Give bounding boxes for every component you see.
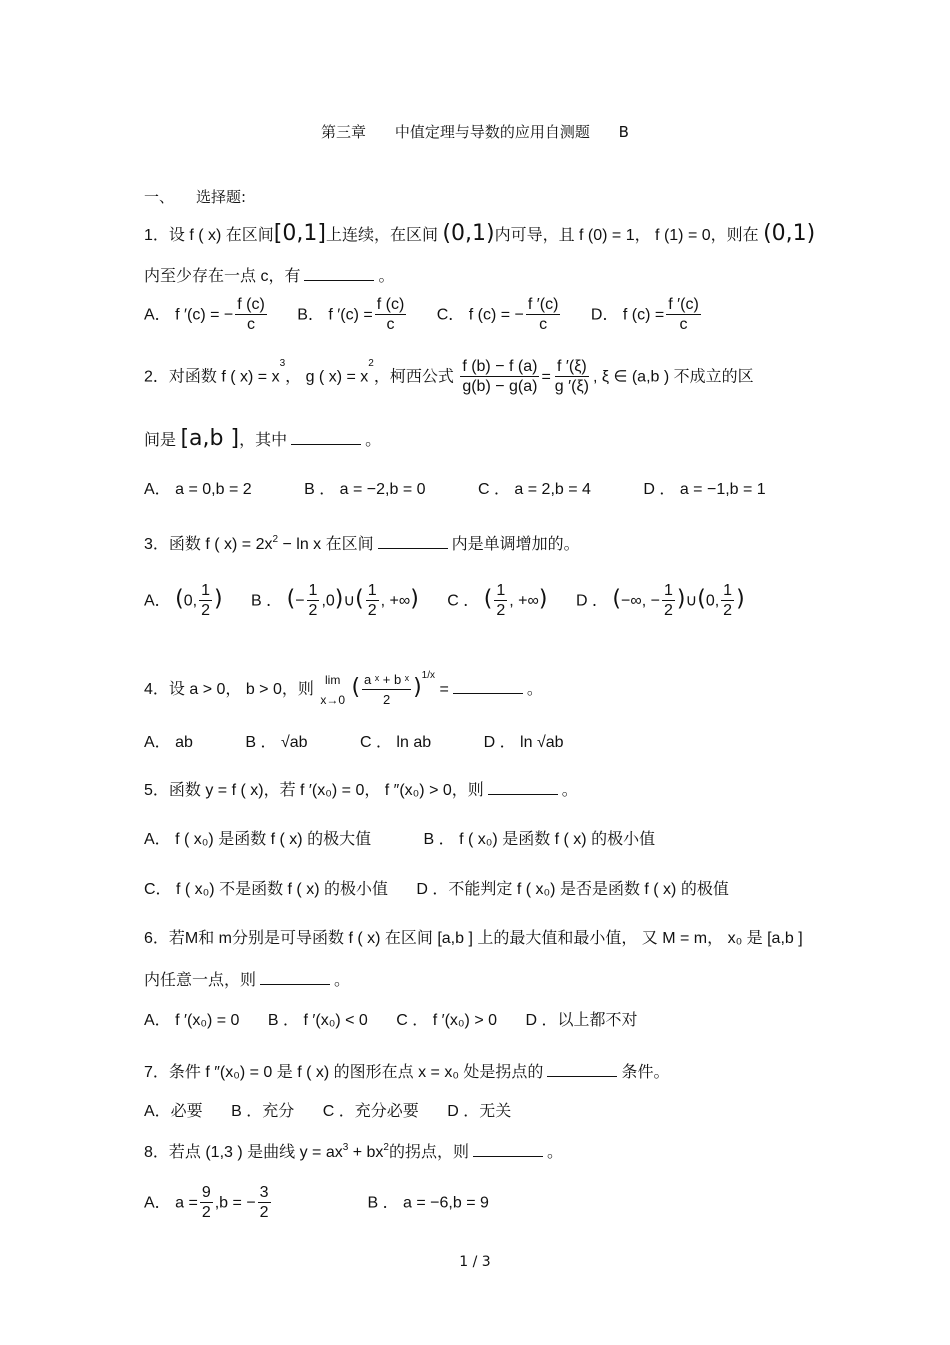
q4-option-b: B ． √ab <box>245 734 308 751</box>
q2-stem-2: 间是 [a,b ]，其中 。 <box>144 426 382 451</box>
q6-option-d: D ．以上都不对 <box>525 1012 638 1029</box>
q2-option-a: A． a = 0,b = 2 <box>144 481 252 498</box>
q1-stem-2: 内至少存在一点 c，有 。 <box>144 268 395 285</box>
q4-option-d: D ． ln √ab <box>483 734 564 751</box>
title-name: 中值定理与导数的应用自测题 <box>394 123 590 141</box>
q5-options-ab <box>144 830 655 850</box>
q5-option-d: D ．不能判定 f ( x₀) 是否是函数 f ( x) 的极值 <box>416 881 729 898</box>
q2-option-b: B ． a = −2,b = 0 <box>304 481 426 498</box>
chapter-label: 第三章 <box>321 123 367 141</box>
answer-blank[interactable] <box>378 534 448 549</box>
q6-option-a: A． f ′(x₀) = 0 <box>144 1012 240 1029</box>
q3-option-a: A． (0, $\frac{1}{2}$ ) <box>144 582 223 619</box>
q4-options <box>144 733 564 753</box>
q1-option-b: B． f ′(c) = $\frac{f (c)}{c}$ <box>297 296 405 333</box>
q6-stem: 6．若M和 m分别是可导函数 f ( x) 在区间 [a,b ] 上的最大值和最小值， 又 M = m， x₀ 是 [a,b ] <box>144 930 803 947</box>
q3-stem: 3．函数 f ( $x) = 2x^2 - \ln x$ 在区间 内是单调增加的。 <box>144 534 580 553</box>
q4-option-a: A． ab <box>144 734 193 751</box>
q6-option-b: B ． f ′(x₀) < 0 <box>267 1012 368 1029</box>
answer-blank[interactable] <box>291 430 361 445</box>
page-title <box>0 121 950 142</box>
q6-options <box>144 1011 638 1031</box>
answer-blank[interactable] <box>547 1062 617 1077</box>
q1-options <box>144 296 703 335</box>
answer-blank[interactable] <box>260 970 330 985</box>
q3-option-b: B ． (− $\frac{1}{2}$ ,0)∪( $\frac{1}{2}$ , +∞) <box>251 582 419 619</box>
answer-blank[interactable] <box>488 780 558 795</box>
q8-option-b: B ． a = −6,b = 9 <box>367 1194 489 1212</box>
answer-blank[interactable] <box>304 266 374 281</box>
section-heading: 一、 选择题: <box>144 188 247 206</box>
q2-stem: 2．对函数 f ( $x) = x^3$， g ( $x) = x^2$，柯西公式 $\frac{f (b) - f (a)}{g(b) - g(a)}$ = $\frac{f '(\xi)}{g '(\xi)}$ , ξ ∈ (a,b ) 不成立的区 <box>144 358 754 395</box>
q2-option-c: C ． a = 2,b = 4 <box>477 481 591 498</box>
q8-stem: 8．若点 (1,3 ) 是曲线 $y = ax^3 + bx^2$的拐点，则 。 <box>144 1142 564 1161</box>
q5-option-a: A． f ( x₀) 是函数 f ( x) 的极大值 <box>144 831 372 848</box>
q3-option-c: C ． ( $\frac{1}{2}$ , +∞) <box>447 582 548 619</box>
q1-option-c: C． f (c) = − $\frac{f '(c)}{c}$ <box>436 296 559 333</box>
q6-option-c: C ． f ′(x₀) > 0 <box>396 1012 498 1029</box>
q2-option-d: D ． a = −1,b = 1 <box>643 481 766 498</box>
q1-stem: 1．设 f ( x) 在区间[0,1]上连续，在区间 (0,1)内可导，且 f (0) = 1， f (1) = 0，则在 (0,1) <box>144 221 816 246</box>
q4-option-c: C ． ln ab <box>359 734 432 751</box>
q7-option-d: D ．无关 <box>447 1103 512 1120</box>
answer-blank[interactable] <box>473 1142 543 1157</box>
q7-stem: 7．条件 f ″(x₀) = 0 是 f ( x) 的图形在点 x = x₀ 处是拐点的 条件。 <box>144 1064 670 1081</box>
q7-option-a: A．必要 <box>144 1103 203 1120</box>
q2-options <box>144 480 766 500</box>
q8-option-a: A． a = $\frac{9}{2}$ ,b = − $\frac{3}{2}$ <box>144 1184 269 1221</box>
title-version: B <box>618 123 629 141</box>
q7-option-c: C ．充分必要 <box>322 1103 419 1120</box>
q1-option-a: A． f ′(c) = − $\frac{f (c)}{c}$ <box>144 296 265 333</box>
q5-option-c: C． f ( x₀) 不是函数 f ( x) 的极小值 <box>144 881 388 898</box>
q6-stem-2: 内任意一点，则 。 <box>144 972 351 989</box>
q5-options-cd <box>144 880 729 900</box>
q5-option-b: B ． f ( x₀) 是函数 f ( x) 的极小值 <box>423 831 656 848</box>
q4-stem: 4．设 a > 0， b > 0，则 lim x→0 ( $\frac{\text{a ˣ + b ˣ}}{2}$ )$^{1/x}$ = 。 <box>144 670 543 707</box>
q3-options <box>144 582 745 621</box>
q3-option-d: D ． (−∞, − $\frac{1}{2}$ )∪(0, $\frac{1}{2}$ ) <box>575 582 745 619</box>
q1-option-d: D． f (c) = $\frac{f '(c)}{c}$ <box>590 296 699 333</box>
answer-blank[interactable] <box>453 679 523 694</box>
q7-option-b: B ．充分 <box>231 1103 295 1120</box>
q8-options <box>144 1184 489 1223</box>
page-number: 1 / 3 <box>459 1254 491 1270</box>
q5-stem: 5．函数 y = f ( x)，若 f ′(x₀) = 0， f ″(x₀) > 0，则 。 <box>144 782 578 799</box>
q7-options <box>144 1102 511 1122</box>
